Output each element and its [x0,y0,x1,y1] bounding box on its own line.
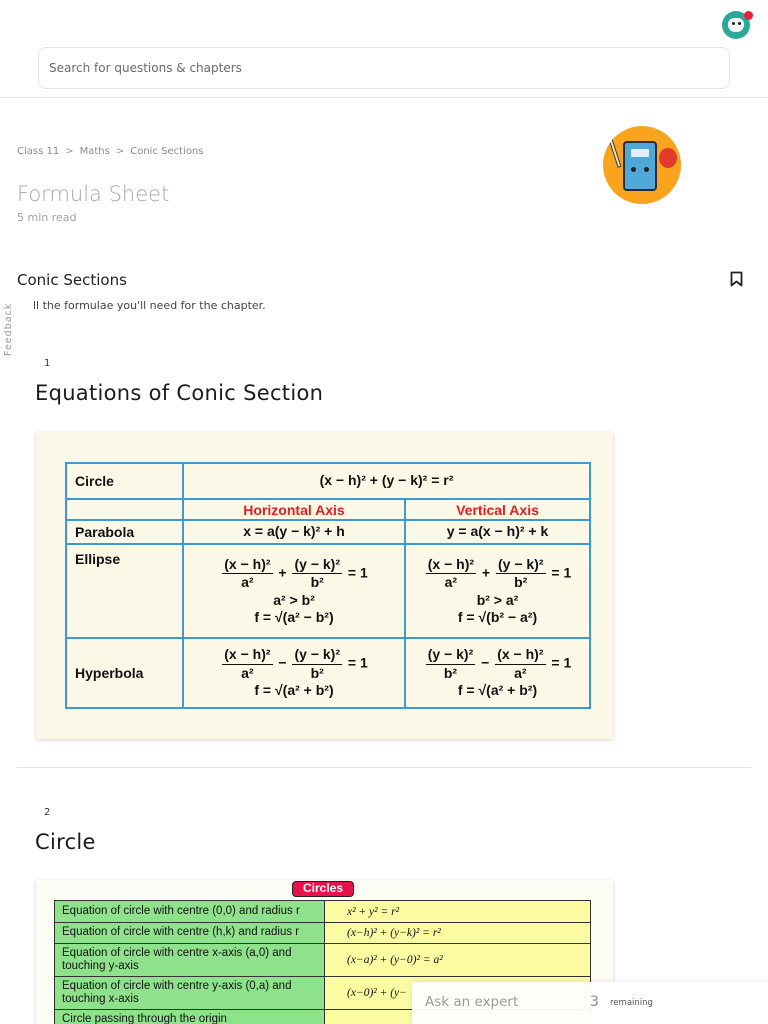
feedback-tab[interactable]: Feedback [3,302,14,356]
fraction-denominator: a² [241,664,254,681]
fraction-denominator: a² [514,664,527,681]
circle-row-desc: Equation of circle with centre (h,k) and radius r [55,923,325,944]
cow-avatar-icon [728,18,744,32]
fraction-numerator: (y − k)² [292,646,342,665]
mascot-eye [644,167,649,172]
circle-row-eq: (x−0)² + (y− [325,977,591,1010]
breadcrumb-subject[interactable]: Maths [79,146,110,157]
fraction-numerator: (y − k)² [292,556,342,575]
vertical-axis-header: Vertical Axis [405,499,590,520]
section-number: 1 [44,358,51,369]
apple-icon [659,148,677,168]
ellipse-vertical: $\frac{\text{(x − h)²}}{\text{a²}}$ + $\frac{\text{(y − k)²}}{\text{b²}}$ = 1 b² > a² f = √(b² − a²) [405,544,590,638]
section-title: Circle [35,830,96,854]
ask-expert-label[interactable]: Ask an expert [425,994,519,1010]
ask-expert-bar[interactable] [412,982,768,1024]
fraction-numerator: (x − h)² [222,646,272,665]
search-input[interactable] [39,48,729,88]
equals-one: = 1 [347,564,368,581]
user-avatar[interactable] [722,11,750,39]
fraction-numerator: (y − k)² [426,646,476,665]
ellipse-horizontal: $\frac{\text{(x − h)²}}{\text{a²}}$ + $\frac{\text{(y − k)²}}{\text{b²}}$ = 1 a² > b² f = √(a² − b²) [183,544,405,638]
book-mascot-illustration [603,126,681,204]
circle-row-desc: Circle passing through the origin [55,1010,325,1024]
breadcrumb-class[interactable]: Class 11 [17,146,60,157]
equals-one: = 1 [347,654,368,671]
book-label [631,149,649,157]
circle-row-eq: (x−h)² + (y−k)² = r² [325,923,591,944]
conic-equations-image [36,432,613,739]
section-divider [17,767,751,768]
circle-row-eq: (x−a)² + (y−0)² = a² [325,944,591,977]
ellipse-condition: b² > a² [476,591,519,608]
fraction-denominator: b² [310,574,324,590]
circle-row-desc: Equation of circle with centre x-axis (a,0) and touching y-axis [55,944,325,977]
ellipse-condition: a² > b² [273,591,315,608]
hyperbola-focus: f = √(a² + b²) [457,682,538,699]
fraction-denominator: a² [241,574,254,590]
row-label-circle: Circle [66,463,183,499]
breadcrumb-chapter[interactable]: Conic Sections [130,146,204,157]
page-title: Formula Sheet [17,182,170,206]
section-title: Equations of Conic Section [35,381,324,405]
avatar-eye [738,22,741,25]
circle-row-eq: x² + y² = r² [325,901,591,923]
parabola-vertical: y = a(x − h)² + k [405,520,590,544]
breadcrumb [17,146,204,157]
parabola-horizontal: x = a(y − k)² + h [183,520,405,544]
breadcrumb-separator: > [115,146,125,157]
section-number: 2 [44,807,51,818]
book-icon [623,141,657,191]
row-label-ellipse: Ellipse [66,544,183,638]
avatar-eye [732,22,735,25]
circle-equation: (x − h)² + (y − k)² = r² [183,463,590,499]
circle-row-desc: Equation of circle with centre y-axis (0,a) and touching x-axis [55,977,325,1010]
header-divider [0,97,768,98]
fraction-numerator: (y − k)² [496,556,546,575]
remaining-label: remaining [610,998,653,1008]
fraction-numerator: (x − h)² [426,556,476,575]
fraction-numerator: (x − h)² [222,556,272,575]
row-label-parabola: Parabola [66,520,183,544]
notification-dot [744,11,753,20]
pencil-icon [608,138,621,168]
equals-one: = 1 [551,564,572,581]
fraction-denominator: a² [444,574,458,590]
hyperbola-horizontal: $\frac{\text{(x − h)²}}{\text{a²}}$ − $\frac{\text{(y − k)²}}{\text{b²}}$ = 1 f = √(a² + b²) [183,638,405,708]
empty-cell [66,499,183,520]
hyperbola-vertical: $\frac{\text{(y − k)²}}{\text{b²}}$ − $\frac{\text{(x − h)²}}{\text{a²}}$ = 1 f = √(a² + b²) [405,638,590,708]
ellipse-focus: f = √(b² − a²) [457,609,538,625]
ellipse-focus: f = √(a² − b²) [254,609,334,625]
mascot-eye [631,167,636,172]
read-time: 5 min read [17,211,77,224]
hyperbola-focus: f = √(a² + b²) [254,682,334,699]
row-label-hyperbola: Hyperbola [66,638,183,708]
fraction-denominator: b² [514,574,528,590]
bookmark-icon[interactable] [730,271,743,287]
conic-equations-table [65,462,591,709]
circle-row-desc: Equation of circle with centre (0,0) and radius r [55,901,325,923]
breadcrumb-separator: > [65,146,74,157]
circles-badge: Circles [292,881,354,897]
remaining-count: 3 [590,994,599,1010]
section-heading: Conic Sections [17,271,127,289]
fraction-denominator: b² [443,664,458,681]
fraction-numerator: (x − h)² [495,646,545,665]
fraction-denominator: b² [310,664,324,681]
intro-text: ll the formulae you'll need for the chapter. [33,299,266,312]
search-bar[interactable] [38,47,730,89]
horizontal-axis-header: Horizontal Axis [183,499,405,520]
equals-one: = 1 [551,654,572,671]
